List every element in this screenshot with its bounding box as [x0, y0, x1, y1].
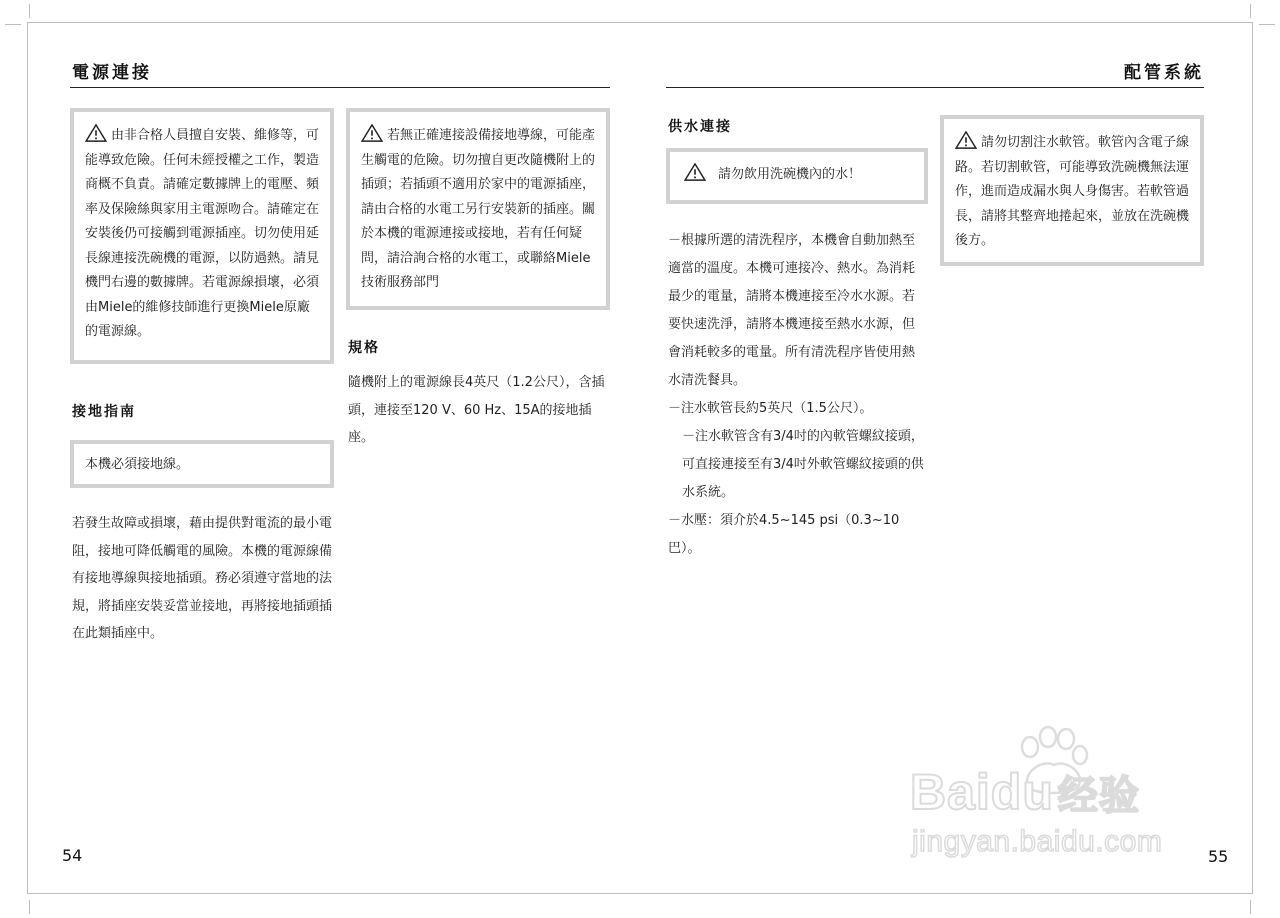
water-item-list: [668, 227, 926, 563]
baidu-brand-text: Baidu: [910, 764, 1054, 820]
ground-heading: 接地指南: [72, 404, 136, 420]
list-item: －根據所選的清洗程序，本機會自動加熱至適當的溫度。本機可連接冷、熱水。為消耗最少的電量，請將本機連接至冷水水源。若要快速洗淨，請將本機連接至熱水水源，但會消耗較多的電量。所有清洗程序皆使用熱水清洗餐具。: [668, 233, 916, 388]
warning-box-installation: [70, 108, 334, 364]
crop-mark: [1250, 4, 1251, 18]
hose-warning-box: [940, 115, 1204, 266]
water-connection-heading: 供水連接: [668, 119, 732, 135]
spec-text: 隨機附上的電源線長4英尺（1.2公尺），含插頭，連接至120 V、60 Hz、15A的接地插座。: [348, 375, 605, 445]
baidu-watermark: [910, 725, 1210, 875]
list-item: －注水軟管長約5英尺（1.5公尺）。: [668, 401, 873, 416]
list-item: －注水軟管含有3/4吋的內軟管螺紋接頭，可直接連接至有3/4吋外軟管螺紋接頭的供水系統。: [682, 429, 924, 500]
warning-text-installation: 由非合格人員擅自安裝、維修等，可能導致危險。任何未經授權之工作，製造商概不負責。請確定數據牌上的電壓、頻率及保險絲與家用主電源吻合。請確定在安裝後仍可接觸到電源插座。切勿使用延長線連接洗碗機的電源，以防過熱。請見機門右邊的數據牌。若電源線損壞，必須由Miele的維修技師進行更換Miele原廠的電源線。: [85, 128, 320, 339]
page-number-right: 55: [1208, 847, 1229, 866]
warning-triangle-icon: [955, 131, 977, 149]
ground-note-box: [70, 440, 334, 488]
warning-box-ground-conductor: [346, 108, 610, 310]
ground-note-text: 本機必須接地線。: [85, 457, 190, 472]
hose-warning-text: 請勿切割注水軟管。軟管內含電子線路。若切割軟管，可能導致洗碗機無法運作，進而造成漏水與人身傷害。若軟管過長，請將其整齊地捲起來，並放在洗碗機後方。: [955, 135, 1190, 248]
left-title-rule: [70, 87, 610, 88]
baidu-brand-cn: 经验: [1057, 774, 1140, 818]
baidu-url: jingyan.baidu.com: [912, 825, 1163, 858]
ground-paragraph: 若發生故障或損壞，藉由提供對電流的最小電阻，接地可降低觸電的風險。本機的電源線備有接地導線與接地插頭。務必須遵守當地的法規，將插座安裝妥當並接地，再將接地插頭插在此類插座中。: [72, 516, 333, 641]
water-warning-text: 請勿飲用洗碗機內的水！: [718, 167, 862, 182]
warning-triangle-icon: [361, 124, 383, 142]
crop-mark: [1259, 24, 1275, 25]
water-warning-box: [666, 148, 928, 204]
list-item: －水壓：須介於4.5~145 psi（0.3~10巴）。: [668, 513, 900, 556]
warning-triangle-icon: [684, 163, 706, 181]
spec-heading: 規格: [348, 340, 380, 356]
crop-mark: [1250, 900, 1251, 914]
warning-triangle-icon: [85, 124, 107, 142]
right-page-title: 配管系統: [1124, 63, 1204, 83]
baidu-brand: [910, 763, 1140, 821]
right-title-rule: [666, 87, 1204, 88]
left-page-title: 電源連接: [72, 63, 152, 83]
page-number-left: 54: [62, 846, 83, 865]
crop-mark: [29, 900, 30, 914]
warning-text-ground-conductor: 若無正確連接設備接地導線，可能產生觸電的危險。切勿擅自更改隨機附上的插頭；若插頭不適用於家中的電源插座，請由合格的水電工另行安裝新的插座。關於本機的電源連接或接地，若有任何疑問，請洽詢合格的水電工，或聯絡Miele技術服務部門: [361, 128, 596, 290]
crop-mark: [29, 4, 30, 18]
crop-mark: [5, 24, 21, 25]
